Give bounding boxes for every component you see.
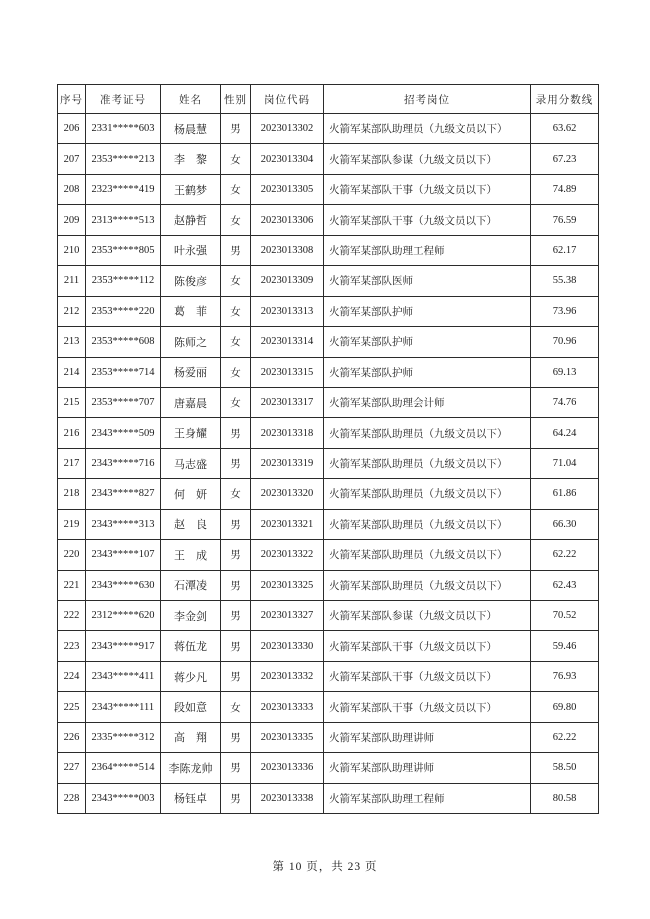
col-score-line: 69.80 (531, 692, 599, 722)
table-row (58, 266, 599, 296)
col-position-title: 火箭军某部队干事（九级文员以下） (324, 631, 531, 661)
col-serial: 216 (58, 418, 86, 448)
col-ticket-number: 2353*****220 (86, 296, 161, 326)
col-score-line: 55.38 (531, 266, 599, 296)
header-col-position-code: 岗位代码 (251, 85, 324, 114)
table-row (58, 783, 599, 813)
col-score-line: 62.22 (531, 722, 599, 752)
col-score-line: 69.13 (531, 357, 599, 387)
col-ticket-number: 2343*****107 (86, 540, 161, 570)
col-name: 李金剑 (161, 601, 221, 631)
col-gender: 男 (221, 540, 251, 570)
col-gender: 男 (221, 722, 251, 752)
col-score-line: 76.59 (531, 205, 599, 235)
col-ticket-number: 2343*****827 (86, 479, 161, 509)
col-position-code: 2023013327 (251, 601, 324, 631)
col-score-line: 74.89 (531, 174, 599, 204)
col-ticket-number: 2353*****714 (86, 357, 161, 387)
table-row (58, 601, 599, 631)
col-position-code: 2023013302 (251, 114, 324, 144)
col-name: 王身耀 (161, 418, 221, 448)
col-score-line: 74.76 (531, 387, 599, 417)
col-score-line: 71.04 (531, 448, 599, 478)
header-col-serial: 序号 (58, 85, 86, 114)
col-position-code: 2023013332 (251, 661, 324, 691)
col-position-title: 火箭军某部队助理员（九级文员以下） (324, 114, 531, 144)
col-name: 陈俊彦 (161, 266, 221, 296)
col-gender: 女 (221, 479, 251, 509)
col-position-code: 2023013304 (251, 144, 324, 174)
table-row (58, 144, 599, 174)
col-score-line: 59.46 (531, 631, 599, 661)
col-serial: 212 (58, 296, 86, 326)
col-position-code: 2023013338 (251, 783, 324, 813)
table-header (58, 85, 599, 114)
col-name: 李陈龙帅 (161, 753, 221, 783)
col-score-line: 70.96 (531, 327, 599, 357)
col-ticket-number: 2343*****630 (86, 570, 161, 600)
table-row (58, 631, 599, 661)
table-row (58, 661, 599, 691)
col-position-code: 2023013314 (251, 327, 324, 357)
header-col-name: 姓名 (161, 85, 221, 114)
col-name: 叶永强 (161, 235, 221, 265)
col-position-title: 火箭军某部队助理员（九级文员以下） (324, 418, 531, 448)
col-gender: 女 (221, 327, 251, 357)
col-position-title: 火箭军某部队干事（九级文员以下） (324, 661, 531, 691)
col-serial: 217 (58, 448, 86, 478)
header-col-gender: 性别 (221, 85, 251, 114)
col-position-title: 火箭军某部队护师 (324, 296, 531, 326)
col-name: 杨钰卓 (161, 783, 221, 813)
col-serial: 227 (58, 753, 86, 783)
col-position-code: 2023013336 (251, 753, 324, 783)
col-position-title: 火箭军某部队助理员（九级文员以下） (324, 509, 531, 539)
col-position-code: 2023013333 (251, 692, 324, 722)
col-name: 何 妍 (161, 479, 221, 509)
col-position-title: 火箭军某部队干事（九级文员以下） (324, 692, 531, 722)
col-position-code: 2023013313 (251, 296, 324, 326)
col-serial: 223 (58, 631, 86, 661)
col-serial: 226 (58, 722, 86, 752)
col-position-title: 火箭军某部队助理员（九级文员以下） (324, 479, 531, 509)
col-serial: 220 (58, 540, 86, 570)
col-position-code: 2023013317 (251, 387, 324, 417)
col-position-code: 2023013320 (251, 479, 324, 509)
col-score-line: 64.24 (531, 418, 599, 448)
col-name: 蒋少凡 (161, 661, 221, 691)
col-position-title: 火箭军某部队参谋（九级文员以下） (324, 601, 531, 631)
col-score-line: 70.52 (531, 601, 599, 631)
col-position-title: 火箭军某部队参谋（九级文员以下） (324, 144, 531, 174)
col-position-code: 2023013315 (251, 357, 324, 387)
table-header-row (58, 85, 599, 114)
col-score-line: 58.50 (531, 753, 599, 783)
col-gender: 女 (221, 266, 251, 296)
col-ticket-number: 2343*****917 (86, 631, 161, 661)
col-position-code: 2023013322 (251, 540, 324, 570)
col-serial: 209 (58, 205, 86, 235)
col-score-line: 67.23 (531, 144, 599, 174)
col-name: 唐嘉晨 (161, 387, 221, 417)
col-gender: 男 (221, 448, 251, 478)
col-gender: 男 (221, 418, 251, 448)
col-position-title: 火箭军某部队干事（九级文员以下） (324, 205, 531, 235)
header-col-score-line: 录用分数线 (531, 85, 599, 114)
table-row (58, 570, 599, 600)
col-gender: 女 (221, 296, 251, 326)
col-name: 王 成 (161, 540, 221, 570)
col-serial: 222 (58, 601, 86, 631)
col-position-title: 火箭军某部队助理员（九级文员以下） (324, 570, 531, 600)
col-position-code: 2023013330 (251, 631, 324, 661)
table-row (58, 114, 599, 144)
col-serial: 215 (58, 387, 86, 417)
col-position-title: 火箭军某部队干事（九级文员以下） (324, 174, 531, 204)
col-name: 杨爱丽 (161, 357, 221, 387)
col-position-code: 2023013321 (251, 509, 324, 539)
col-ticket-number: 2353*****707 (86, 387, 161, 417)
table-row (58, 692, 599, 722)
col-name: 蒋伍龙 (161, 631, 221, 661)
col-gender: 男 (221, 783, 251, 813)
col-score-line: 62.43 (531, 570, 599, 600)
table-row (58, 235, 599, 265)
col-position-code: 2023013305 (251, 174, 324, 204)
col-position-title: 火箭军某部队助理员（九级文员以下） (324, 540, 531, 570)
col-gender: 男 (221, 570, 251, 600)
col-name: 李 黎 (161, 144, 221, 174)
col-gender: 男 (221, 235, 251, 265)
table-row (58, 479, 599, 509)
col-position-title: 火箭军某部队助理讲师 (324, 753, 531, 783)
score-table (57, 84, 599, 814)
col-position-code: 2023013319 (251, 448, 324, 478)
col-ticket-number: 2353*****213 (86, 144, 161, 174)
col-position-code: 2023013335 (251, 722, 324, 752)
col-score-line: 73.96 (531, 296, 599, 326)
col-name: 王鹤梦 (161, 174, 221, 204)
col-position-title: 火箭军某部队助理讲师 (324, 722, 531, 752)
col-name: 赵静哲 (161, 205, 221, 235)
table-body (58, 114, 599, 814)
col-ticket-number: 2353*****805 (86, 235, 161, 265)
col-serial: 228 (58, 783, 86, 813)
header-col-ticket-number: 准考证号 (86, 85, 161, 114)
table-row (58, 722, 599, 752)
col-position-title: 火箭军某部队助理员（九级文员以下） (324, 448, 531, 478)
page-number-label: 第 10 页，共 23 页 (272, 861, 378, 873)
col-ticket-number: 2312*****620 (86, 601, 161, 631)
col-gender: 男 (221, 601, 251, 631)
col-name: 葛 菲 (161, 296, 221, 326)
col-ticket-number: 2331*****603 (86, 114, 161, 144)
col-name: 陈师之 (161, 327, 221, 357)
col-score-line: 61.86 (531, 479, 599, 509)
col-score-line: 62.22 (531, 540, 599, 570)
table-row (58, 327, 599, 357)
col-position-code: 2023013325 (251, 570, 324, 600)
col-serial: 213 (58, 327, 86, 357)
col-score-line: 62.17 (531, 235, 599, 265)
table-row (58, 448, 599, 478)
col-position-code: 2023013308 (251, 235, 324, 265)
col-gender: 女 (221, 387, 251, 417)
col-gender: 男 (221, 661, 251, 691)
col-gender: 女 (221, 144, 251, 174)
col-name: 段如意 (161, 692, 221, 722)
col-ticket-number: 2343*****313 (86, 509, 161, 539)
col-name: 马志盛 (161, 448, 221, 478)
col-serial: 214 (58, 357, 86, 387)
col-gender: 男 (221, 114, 251, 144)
col-gender: 女 (221, 205, 251, 235)
col-serial: 218 (58, 479, 86, 509)
col-serial: 211 (58, 266, 86, 296)
col-serial: 224 (58, 661, 86, 691)
col-gender: 男 (221, 631, 251, 661)
col-gender: 女 (221, 174, 251, 204)
col-ticket-number: 2353*****608 (86, 327, 161, 357)
col-serial: 210 (58, 235, 86, 265)
col-serial: 219 (58, 509, 86, 539)
col-serial: 225 (58, 692, 86, 722)
col-name: 高 翔 (161, 722, 221, 752)
col-score-line: 66.30 (531, 509, 599, 539)
col-name: 石潭凌 (161, 570, 221, 600)
col-ticket-number: 2343*****003 (86, 783, 161, 813)
col-gender: 女 (221, 692, 251, 722)
col-position-title: 火箭军某部队护师 (324, 357, 531, 387)
col-ticket-number: 2335*****312 (86, 722, 161, 752)
col-gender: 男 (221, 509, 251, 539)
col-serial: 207 (58, 144, 86, 174)
table-row (58, 174, 599, 204)
col-serial: 221 (58, 570, 86, 600)
col-position-code: 2023013306 (251, 205, 324, 235)
col-position-title: 火箭军某部队助理会计师 (324, 387, 531, 417)
col-ticket-number: 2353*****112 (86, 266, 161, 296)
col-serial: 208 (58, 174, 86, 204)
col-name: 杨晨慧 (161, 114, 221, 144)
col-serial: 206 (58, 114, 86, 144)
col-gender: 女 (221, 357, 251, 387)
col-position-title: 火箭军某部队助理工程师 (324, 783, 531, 813)
col-ticket-number: 2343*****716 (86, 448, 161, 478)
col-name: 赵 良 (161, 509, 221, 539)
col-ticket-number: 2323*****419 (86, 174, 161, 204)
header-col-position-title: 招考岗位 (324, 85, 531, 114)
col-ticket-number: 2343*****111 (86, 692, 161, 722)
col-score-line: 63.62 (531, 114, 599, 144)
table-row (58, 418, 599, 448)
col-position-code: 2023013309 (251, 266, 324, 296)
col-position-title: 火箭军某部队护师 (324, 327, 531, 357)
col-gender: 男 (221, 753, 251, 783)
table-row (58, 387, 599, 417)
col-score-line: 76.93 (531, 661, 599, 691)
col-ticket-number: 2343*****411 (86, 661, 161, 691)
col-score-line: 80.58 (531, 783, 599, 813)
col-ticket-number: 2364*****514 (86, 753, 161, 783)
col-ticket-number: 2313*****513 (86, 205, 161, 235)
table-row (58, 540, 599, 570)
table-row (58, 357, 599, 387)
col-position-code: 2023013318 (251, 418, 324, 448)
table-row (58, 753, 599, 783)
table-row (58, 509, 599, 539)
col-ticket-number: 2343*****509 (86, 418, 161, 448)
col-position-title: 火箭军某部队助理工程师 (324, 235, 531, 265)
table-row (58, 205, 599, 235)
col-position-title: 火箭军某部队医师 (324, 266, 531, 296)
table-row (58, 296, 599, 326)
